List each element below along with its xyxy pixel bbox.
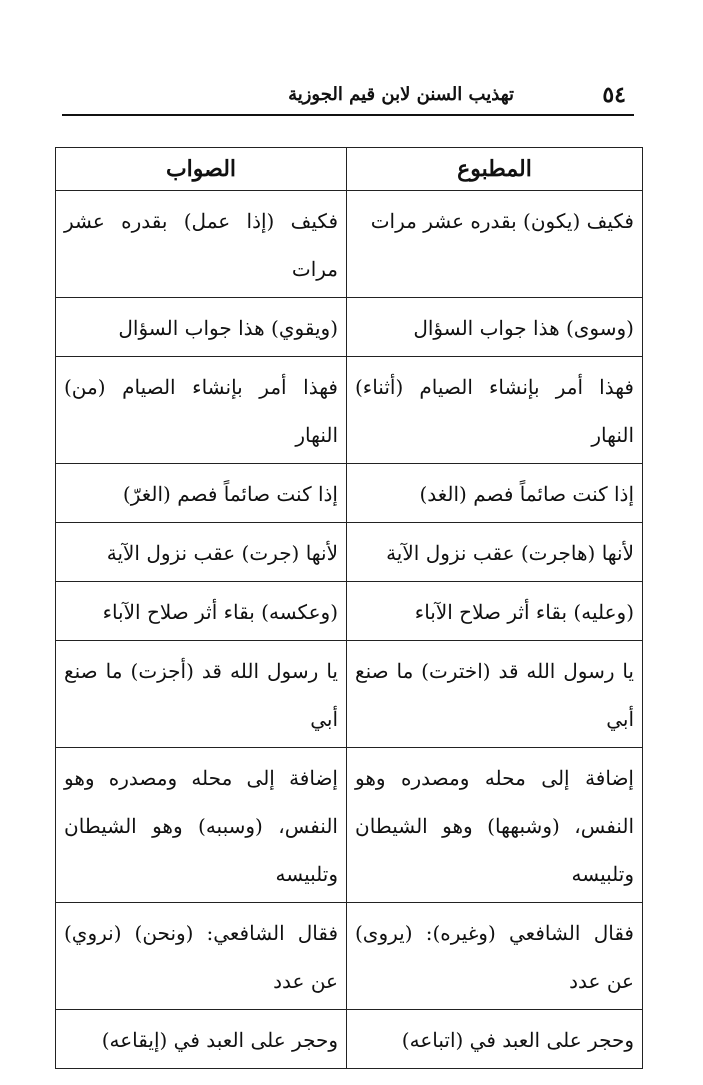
cell-printed: يا رسول الله قد (اخترت) ما صنع أبي: [347, 641, 643, 748]
table-header-row: [56, 148, 643, 191]
cell-correct: (وعكسه) بقاء أثر صلاح الآباء: [56, 582, 347, 641]
table-row: [56, 748, 643, 903]
table-row: [56, 191, 643, 298]
table-row: [56, 903, 643, 1010]
table-row: [56, 298, 643, 357]
column-header-printed: المطبوع: [347, 148, 643, 191]
cell-printed: وحجر على العبد في (اتباعه): [347, 1010, 643, 1069]
table-row: [56, 523, 643, 582]
cell-printed: فكيف (يكون) بقدره عشر مرات: [347, 191, 643, 298]
table-row: [56, 641, 643, 748]
table-row: [56, 357, 643, 464]
cell-printed: (وسوى) هذا جواب السؤال: [347, 298, 643, 357]
table-row: [56, 464, 643, 523]
cell-correct: فكيف (إذا عمل) بقدره عشر مرات: [56, 191, 347, 298]
cell-correct: إضافة إلى محله ومصدره وهو النفس، (وسببه) وهو الشيطان وتلبيسه: [56, 748, 347, 903]
running-title: تهذيب السنن لابن قيم الجوزية: [288, 84, 514, 105]
cell-printed: (وعليه) بقاء أثر صلاح الآباء: [347, 582, 643, 641]
page-header: [62, 78, 634, 116]
cell-correct: يا رسول الله قد (أجزت) ما صنع أبي: [56, 641, 347, 748]
cell-correct: فهذا أمر بإنشاء الصيام (من) النهار: [56, 357, 347, 464]
cell-printed: فقال الشافعي (وغيره): (يروى) عن عدد: [347, 903, 643, 1010]
cell-correct: (ويقوي) هذا جواب السؤال: [56, 298, 347, 357]
cell-correct: لأنها (جرت) عقب نزول الآية: [56, 523, 347, 582]
cell-printed: إضافة إلى محله ومصدره وهو النفس، (وشبهها) وهو الشيطان وتلبيسه: [347, 748, 643, 903]
table-row: [56, 1010, 643, 1069]
cell-printed: لأنها (هاجرت) عقب نزول الآية: [347, 523, 643, 582]
cell-correct: إذا كنت صائماً فصم (الغرّ): [56, 464, 347, 523]
page-number: ٥٤: [602, 82, 626, 108]
cell-correct: وحجر على العبد في (إيقاعه): [56, 1010, 347, 1069]
cell-printed: فهذا أمر بإنشاء الصيام (أثناء) النهار: [347, 357, 643, 464]
errata-table: [55, 147, 643, 1069]
cell-correct: فقال الشافعي: (ونحن) (نروي) عن عدد: [56, 903, 347, 1010]
table-row: [56, 582, 643, 641]
cell-printed: إذا كنت صائماً فصم (الغد): [347, 464, 643, 523]
header-rule: [62, 114, 634, 116]
column-header-correct: الصواب: [56, 148, 347, 191]
